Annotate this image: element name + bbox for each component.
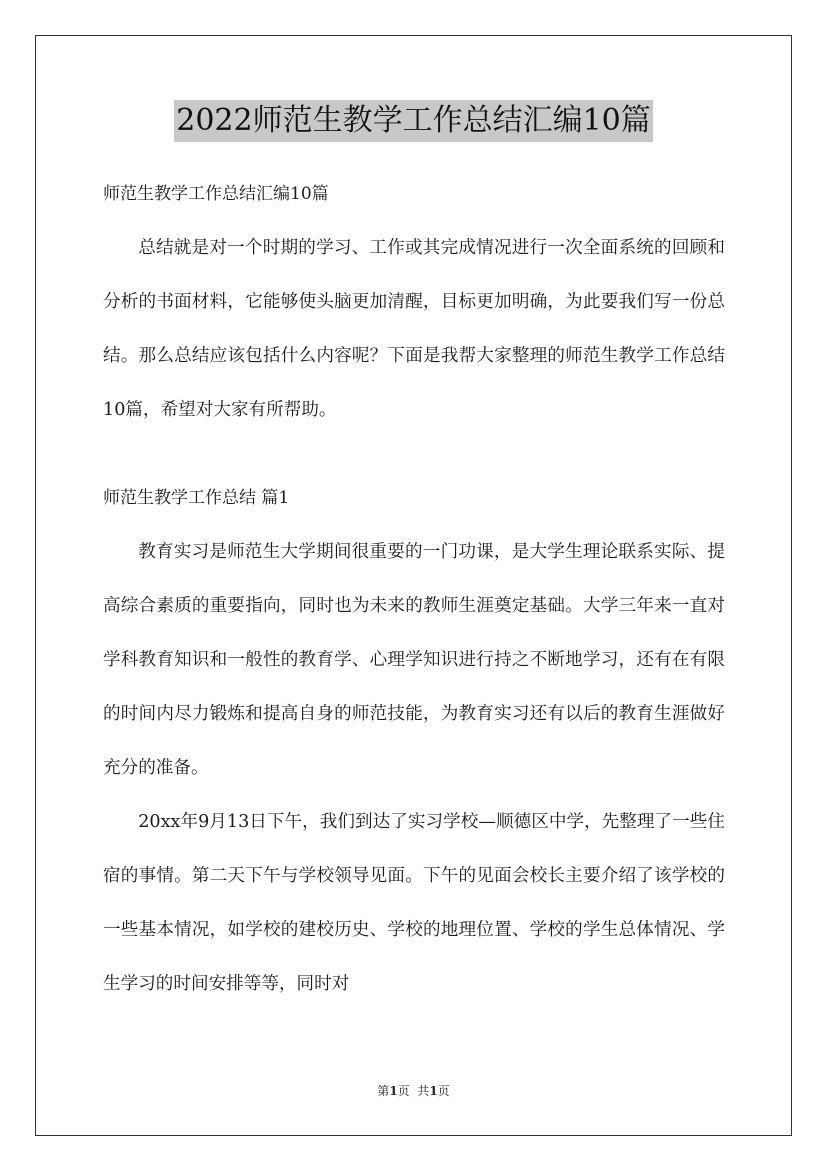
page-footer	[0, 1083, 827, 1099]
section-heading: 师范生教学工作总结 篇1	[103, 488, 290, 508]
footer-page-suffix: 页	[437, 1084, 450, 1098]
document-title: 2022师范生教学工作总结汇编10篇	[174, 100, 653, 142]
footer-page-mid: 页 共	[397, 1084, 430, 1098]
section-paragraph-2: 20xx年9月13日下午，我们到达了实习学校—顺德区中学，先整理了一些住宿的事情。第二天下午与学校领导见面。下午的见面会校长主要介绍了该学校的一些基本情况，如学校的建校历史、学校的地理位置、学校的学生总体情况、学生学习的时间安排等等，同时对	[103, 812, 725, 994]
document-body	[103, 175, 725, 1011]
title-area	[0, 100, 827, 142]
footer-page-current: 1	[389, 1084, 398, 1098]
intro-paragraph: 总结就是对一个时期的学习、工作或其完成情况进行一次全面系统的回顾和分析的书面材料，它能够使头脑更加清醒，目标更加明确，为此要我们写一份总结。那么总结应该包括什么内容呢？下面是我帮大家整理的师范生教学工作总结10篇，希望对大家有所帮助。	[103, 238, 725, 420]
document-subtitle: 师范生教学工作总结汇编10篇	[103, 184, 329, 204]
footer-page-prefix: 第	[377, 1084, 390, 1098]
section-paragraph-1: 教育实习是师范生大学期间很重要的一门功课，是大学生理论联系实际、提高综合素质的重要指向，同时也为未来的教师生涯奠定基础。大学三年来一直对学科教育知识和一般性的教育学、心理学知识进行持之不断地学习，还有在有限的时间内尽力锻炼和提高自身的师范技能，为教育实习还有以后的教育生涯做好充分的准备。	[103, 542, 725, 778]
footer-page-total: 1	[429, 1084, 438, 1098]
